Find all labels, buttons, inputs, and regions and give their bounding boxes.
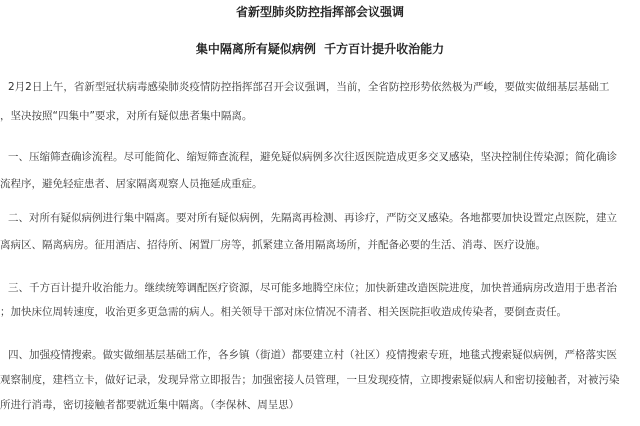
point2-line-1: 二、对所有疑似病例进行集中隔离。要对所有疑似病例，先隔离再检测、再诊疗，严防交叉感染。各地都要加快设置定点医院，建立 bbox=[8, 212, 617, 224]
point3-line-2: ；加快床位周转速度，收治更多更急需的病人。相关领导干部对床位情况不清者、相关医院拒收造成传染者，要倒查责任。 bbox=[0, 306, 567, 318]
intro-line-2: ，坚决按照“四集中”要求，对所有疑似患者集中隔离。 bbox=[0, 110, 253, 122]
point2-line-2: 离病区、隔离病房。征用酒店、招待所、闲置厂房等，抓紧建立备用隔离场所，并配备必要的生活、消毒、医疗设施。 bbox=[0, 239, 546, 251]
intro-line-1: 2月2日上午，省新型冠状病毒感染肺炎疫情防控指挥部召开会议强调，当前，全省防控形势依然极为严峻，要做实做细基层基础工 bbox=[8, 81, 610, 93]
point1-line-2: 流程序，避免轻症患者、居家隔离观察人员拖延成重症。 bbox=[0, 178, 263, 190]
article-subtitle: 集中隔离所有疑似病例 千方百计提升收治能力 bbox=[195, 42, 445, 56]
article-title: 省新型肺炎防控指挥部会议强调 bbox=[235, 5, 404, 19]
point1-line-1: 一、压缩筛查确诊流程。尽可能简化、缩短筛查流程，避免疑似病例多次往返医院造成更多交叉感染，坚决控制住传染源；简化确诊 bbox=[8, 151, 617, 163]
point3-line-1: 三、千方百计提升收治能力。继续统筹调配医疗资源，尽可能多地腾空床位；加快新建改造医院进度，加快普通病房改造用于患者治 bbox=[8, 282, 617, 294]
point4-line-3: 所进行消毒，密切接触者都要就近集中隔离。（李保林、周呈思） bbox=[0, 399, 300, 411]
point4-line-1: 四、加强疫情搜索。做实做细基层基础工作，各乡镇（街道）都要建立村（社区）疫情搜索专班，地毯式搜索疑似病例，严格落实医 bbox=[8, 349, 617, 361]
point4-line-2: 观察制度，建档立卡，做好记录，发现异常立即报告；加强密接人员管理，一旦发现疫情，立即搜索疑似病人和密切接触者，对被污染 bbox=[0, 374, 620, 386]
